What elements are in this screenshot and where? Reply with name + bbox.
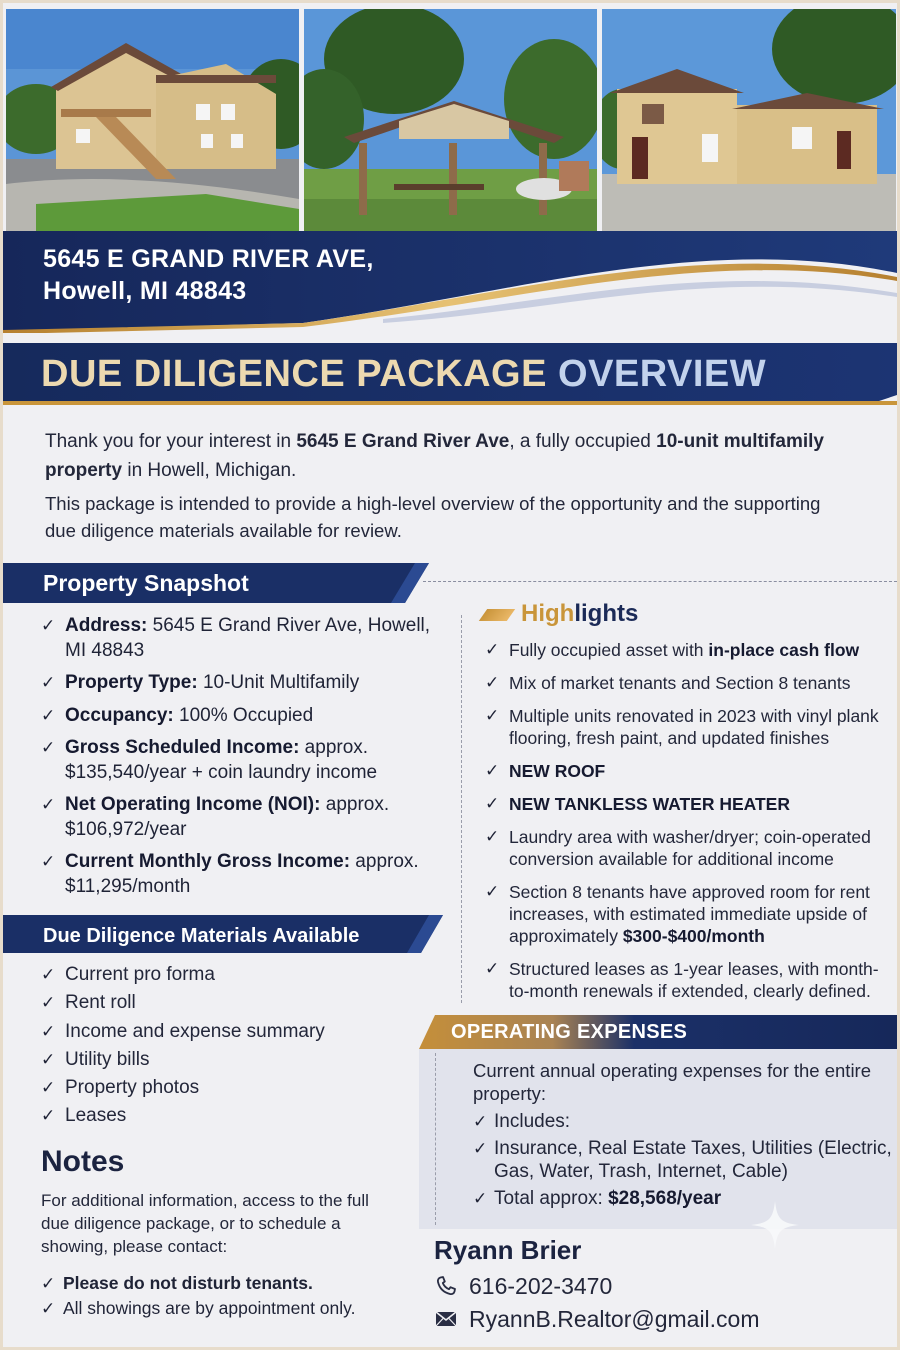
snapshot-heading: Property Snapshot	[43, 570, 249, 596]
address-banner	[3, 231, 897, 333]
envelope-icon	[434, 1307, 458, 1331]
list-item: ✓ Address: 5645 E Grand River Ave, Howell, MI 48843	[41, 615, 431, 661]
check-icon: ✓	[485, 882, 500, 901]
list-item: ✓ Includes:	[473, 1111, 571, 1132]
title-part-2: OVERVIEW	[558, 353, 767, 395]
check-icon: ✓	[41, 673, 56, 692]
list-item: ✓ Current Monthly Gross Income: approx. $11,295/month	[41, 851, 419, 897]
check-icon: ✓	[473, 1139, 488, 1158]
snapshot-banner	[3, 563, 443, 603]
list-item: ✓ Mix of market tenants and Section 8 tenants	[485, 673, 851, 693]
highlights-list	[485, 639, 895, 1013]
title-banner	[3, 343, 897, 405]
materials-banner	[3, 915, 445, 955]
pencil-icon	[479, 609, 515, 621]
check-icon: ✓	[485, 827, 500, 846]
photo-strip	[6, 9, 896, 231]
check-icon: ✓	[41, 965, 56, 984]
intro-text	[45, 427, 845, 544]
list-item: ✓ Laundry area with washer/dryer; coin-operated conversion available for additional income	[485, 827, 871, 869]
materials-heading: Due Diligence Materials Available	[43, 925, 360, 947]
operating-heading: OPERATING EXPENSES	[451, 1021, 688, 1043]
list-item: ✓ Net Operating Income (NOI): approx. $106,972/year	[41, 794, 390, 840]
check-icon: ✓	[485, 640, 500, 659]
notes-text: For additional information, access to the full due diligence package, or to schedule a showing, please contact:	[41, 1191, 369, 1256]
flyer-page	[3, 3, 897, 1347]
list-item: ✓ Property Type: 10-Unit Multifamily	[41, 671, 441, 696]
intro-paragraph-2: This package is intended to provide a high-level overview of the opportunity and the supporting due diligence materials available for review.	[45, 493, 821, 541]
list-item: ✓ NEW ROOF	[485, 761, 606, 781]
list-item: ✓ Structured leases as 1-year leases, with month-to-month renewals if extended, clearly defined.	[485, 959, 879, 1001]
notes-heading: Notes	[41, 1145, 125, 1178]
check-icon: ✓	[485, 959, 500, 978]
contact-phone[interactable]	[434, 1271, 612, 1301]
snapshot-list	[41, 614, 441, 907]
materials-list	[41, 961, 421, 1131]
check-icon: ✓	[41, 852, 56, 871]
check-icon: ✓	[41, 1106, 56, 1126]
operating-intro: Current annual operating expenses for the entire property:	[473, 1060, 872, 1104]
list-item: ✓ Rent roll	[41, 989, 421, 1017]
list-item: ✓ All showings are by appointment only.	[41, 1296, 421, 1321]
email-address: RyannB.Realtor@gmail.com	[469, 1305, 760, 1332]
list-item: ✓ Total approx: $28,568/year	[473, 1188, 722, 1209]
check-icon: ✓	[41, 795, 56, 814]
check-icon: ✓	[485, 761, 500, 780]
house-photo-front	[6, 9, 299, 231]
intro-paragraph-1: Thank you for your interest in 5645 E Grand River Ave, a fully occupied 10-unit multifamily property in Howell, Michigan.	[45, 431, 824, 481]
check-icon: ✓	[41, 1274, 56, 1293]
check-icon: ✓	[41, 1021, 56, 1041]
list-item: ✓ Fully occupied asset with in-place cash flow	[485, 640, 860, 660]
list-item: ✓ Insurance, Real Estate Taxes, Utilities (Electric, Gas, Water, Trash, Internet, Cable)	[473, 1138, 892, 1182]
list-item: ✓ Property photos	[41, 1074, 421, 1102]
list-item: ✓ Leases	[41, 1102, 421, 1130]
house-photo-rear	[602, 9, 896, 231]
list-item: ✓ Occupancy: 100% Occupied	[41, 704, 441, 729]
list-item: ✓ Multiple units renovated in 2023 with vinyl plank flooring, fresh paint, and updated finishes	[485, 706, 879, 748]
page-title	[41, 351, 766, 397]
check-icon: ✓	[485, 794, 500, 813]
notes-list	[41, 1271, 421, 1321]
list-item: ✓ Utility bills	[41, 1046, 421, 1074]
check-icon: ✓	[473, 1112, 488, 1131]
list-item: ✓ Please do not disturb tenants.	[41, 1271, 421, 1296]
phone-number: 616-202-3470	[469, 1272, 613, 1299]
divider-vertical	[435, 1053, 436, 1225]
check-icon: ✓	[41, 993, 56, 1013]
pavilion-photo	[304, 9, 597, 231]
highlights-heading: Highlights	[483, 599, 638, 629]
contact-email[interactable]	[434, 1304, 760, 1334]
list-item: ✓ Section 8 tenants have approved room for rent increases, with estimated immediate upside of approximately $300-$400/month	[485, 882, 870, 946]
list-item: ✓ Income and expense summary	[41, 1018, 421, 1046]
address-line-2: Howell, MI 48843	[43, 277, 247, 305]
address-line-1: 5645 E GRAND RIVER AVE,	[43, 245, 374, 273]
check-icon: ✓	[41, 1078, 56, 1098]
title-part-1: DUE DILIGENCE PACKAGE	[41, 353, 547, 395]
divider-vertical	[461, 615, 462, 1003]
check-icon: ✓	[485, 706, 500, 725]
phone-icon	[434, 1274, 458, 1298]
list-item: ✓ Gross Scheduled Income: approx. $135,540/year + coin laundry income	[41, 737, 378, 783]
check-icon: ✓	[41, 705, 56, 725]
contact-name: Ryann Brier	[434, 1235, 582, 1265]
check-icon: ✓	[41, 616, 56, 635]
operating-banner	[419, 1015, 897, 1049]
operating-list	[473, 1110, 893, 1214]
check-icon: ✓	[485, 673, 500, 692]
sparkle-icon	[749, 1199, 801, 1251]
check-icon: ✓	[41, 1049, 56, 1069]
check-icon: ✓	[41, 738, 56, 757]
check-icon: ✓	[41, 1299, 56, 1318]
divider-horizontal	[423, 581, 897, 582]
check-icon: ✓	[473, 1189, 488, 1208]
list-item: ✓ Current pro forma	[41, 961, 421, 989]
list-item: ✓ NEW TANKLESS WATER HEATER	[485, 794, 790, 814]
